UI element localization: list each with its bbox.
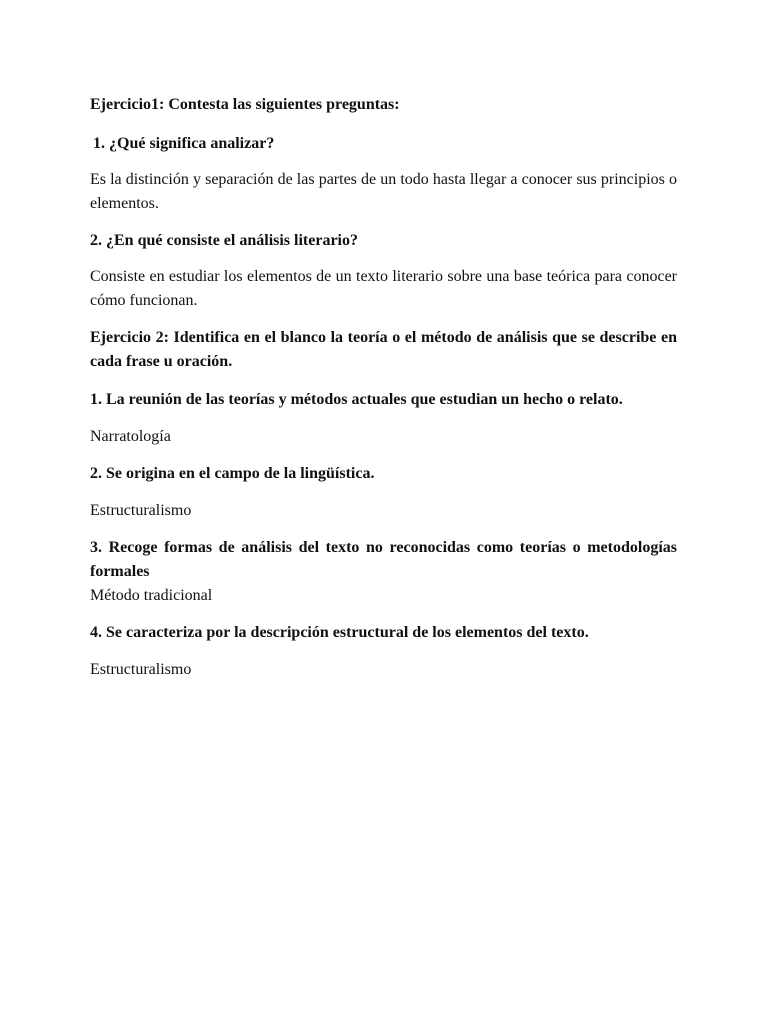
exercise-2-answer-2: Estructuralismo (90, 502, 192, 519)
exercise-2-question-4: 4. Se caracteriza por la descripción estructural de los elementos del texto. (90, 624, 589, 641)
exercise-1-question-1: 1. ¿Qué significa analizar? (93, 135, 275, 152)
exercise-2-question-1: 1. La reunión de las teorías y métodos actuales que estudian un hecho o relato. (90, 391, 623, 408)
exercise-2-heading: Ejercicio 2: Identifica en el blanco la teoría o el método de análisis que se describe en cada frase u oración. (90, 329, 677, 370)
exercise-2-answer-3: Método tradicional (90, 587, 213, 604)
exercise-1-answer-1: Es la distinción y separación de las partes de un todo hasta llegar a conocer sus principios o elementos. (90, 171, 677, 212)
exercise-1-heading: Ejercicio1: Contesta las siguientes preguntas: (90, 96, 400, 113)
exercise-2-question-2: 2. Se origina en el campo de la lingüística. (90, 465, 375, 482)
exercise-1-question-2: 2. ¿En qué consiste el análisis literario? (90, 232, 358, 249)
exercise-2-answer-1: Narratología (90, 428, 171, 445)
exercise-1-answer-2: Consiste en estudiar los elementos de un texto literario sobre una base teórica para conocer cómo funcionan. (90, 268, 677, 309)
document-page (90, 93, 677, 682)
exercise-2-question-3: 3. Recoge formas de análisis del texto no reconocidas como teorías o metodologías formales (90, 539, 677, 580)
exercise-2-answer-4: Estructuralismo (90, 661, 192, 678)
